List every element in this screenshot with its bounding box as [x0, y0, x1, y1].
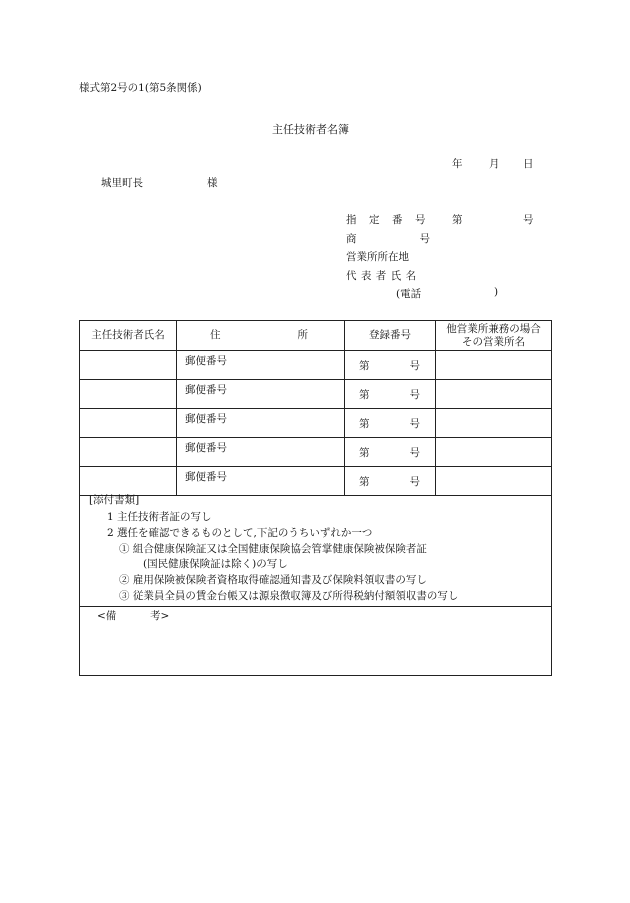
attachment-item-1: 1 主任技術者証の写し	[107, 511, 212, 523]
postal-code-label[interactable]: 郵便番号	[177, 409, 345, 438]
attachments-heading: [添付書類]	[89, 494, 140, 506]
engineer-name-cell[interactable]	[80, 380, 177, 409]
phone-label: (電話	[396, 288, 422, 300]
reg-suffix: 号	[409, 446, 420, 459]
phone-close: )	[494, 286, 499, 298]
attachment-sub-3: ③ 従業員全員の賃金台帳又は源泉徴収簿及び所得税納付額領収書の写し	[119, 590, 459, 602]
engineer-table	[79, 320, 552, 496]
header-engineer-name: 主任技術者氏名	[80, 321, 177, 351]
page-title: 主任技術者名簿	[272, 123, 349, 136]
reg-prefix: 第	[359, 388, 370, 401]
header-address	[177, 321, 345, 351]
date-year: 年	[452, 158, 463, 170]
other-office-cell[interactable]	[436, 351, 552, 380]
reg-prefix: 第	[359, 359, 370, 372]
table-row	[80, 351, 552, 380]
registration-cell[interactable]	[345, 380, 436, 409]
registration-cell[interactable]	[345, 438, 436, 467]
registration-cell[interactable]	[345, 409, 436, 438]
remarks-label-close: 考>	[150, 610, 170, 622]
table-row	[80, 409, 552, 438]
registration-cell[interactable]	[345, 351, 436, 380]
table-row	[80, 380, 552, 409]
designation-prefix: 第	[452, 214, 463, 226]
attachment-item-2: 2 選任を確認できるものとして,下記のうちいずれか一つ	[107, 527, 373, 539]
other-office-cell[interactable]	[436, 438, 552, 467]
postal-code-label[interactable]: 郵便番号	[177, 351, 345, 380]
reg-suffix: 号	[409, 359, 420, 372]
postal-code-label[interactable]: 郵便番号	[177, 380, 345, 409]
attachment-sub-2: ② 雇用保険被保険者資格取得確認通知書及び保険料領収書の写し	[119, 574, 427, 586]
header-other-office-line2: その営業所名	[462, 335, 525, 348]
addressee-honorific: 様	[207, 177, 218, 189]
table-header-row	[80, 321, 552, 351]
postal-code-label[interactable]: 郵便番号	[177, 467, 345, 496]
date-month: 月	[489, 158, 500, 170]
reg-suffix: 号	[409, 475, 420, 488]
header-address-left: 住	[210, 329, 221, 341]
header-other-office-line1: 他営業所兼務の場合	[446, 322, 541, 335]
reg-prefix: 第	[359, 475, 370, 488]
header-address-right: 所	[297, 329, 308, 341]
other-office-cell[interactable]	[436, 380, 552, 409]
header-registration: 登録番号	[345, 321, 436, 351]
office-address-label: 営業所所在地	[346, 251, 409, 263]
remarks-box[interactable]	[79, 606, 552, 676]
postal-code-label[interactable]: 郵便番号	[177, 438, 345, 467]
attachment-sub-1-cont: (国民健康保険証は除く)の写し	[143, 558, 288, 570]
addressee-name: 城里町長	[101, 177, 143, 189]
remarks-label-open: <備	[97, 610, 117, 622]
reg-prefix: 第	[359, 417, 370, 430]
form-number: 様式第2号の1(第5条関係)	[79, 82, 202, 94]
attachments-box	[79, 488, 552, 607]
other-office-cell[interactable]	[436, 409, 552, 438]
reg-prefix: 第	[359, 446, 370, 459]
table-row	[80, 438, 552, 467]
designation-label: 指定番号	[346, 214, 438, 226]
designation-suffix: 号	[523, 214, 534, 226]
engineer-name-cell[interactable]	[80, 409, 177, 438]
representative-label: 代表者氏名	[346, 270, 421, 282]
trade-name-label: 商号	[346, 233, 493, 245]
header-other-office	[436, 321, 552, 351]
reg-suffix: 号	[409, 417, 420, 430]
attachment-sub-1: ① 組合健康保険証又は全国健康保険協会管掌健康保険被保険者証	[119, 543, 427, 555]
reg-suffix: 号	[409, 388, 420, 401]
date-day: 日	[523, 158, 534, 170]
engineer-name-cell[interactable]	[80, 351, 177, 380]
engineer-name-cell[interactable]	[80, 438, 177, 467]
